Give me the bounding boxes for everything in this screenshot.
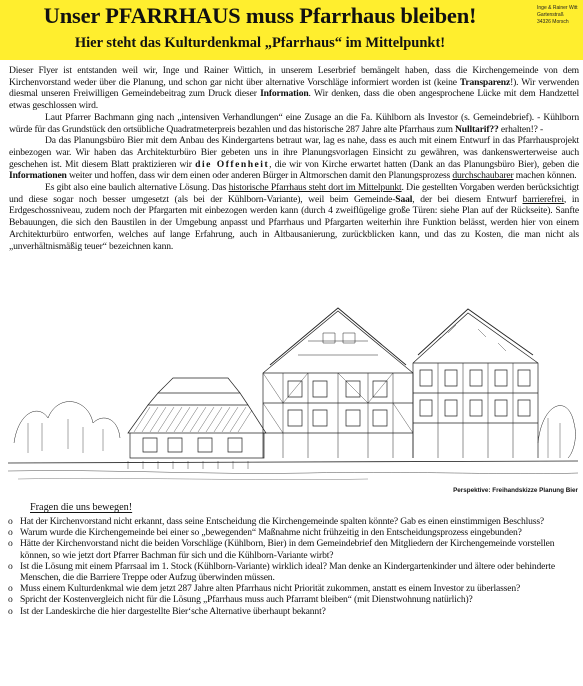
bullet-icon: o [8, 594, 13, 606]
address-line: Inge & Rainer Witt [537, 5, 578, 11]
paragraph-planning-office: Da das Planungsbüro Bier mit dem Anbau des Kindergartens betraut war, lag es nahe, dass es auch mit einem Entwurf in das Pfarrhausprojekt einbezogen war. Wir haben das Architekturbüro Bier gebeten uns in ihre Planungsvorlagen Einsicht zu gewähren, was dankenswerterweise auch geschehen ist. Mit diesem Blatt praktizieren wir die Offenheit, die wir von Kirche erwartet hatten (Dank an das Planungsbüro Bier), geben die Informationen weiter und hoffen, dass wir dem einen oder anderen Bürger in Altmorschen damit den Planungsprozess durchschaubarer machen können. [9, 135, 580, 182]
page-subtitle: Hier steht das Kulturdenkmal „Pfarrhaus“ im Mittelpunkt! [74, 35, 446, 51]
questions-list [6, 516, 578, 617]
address-line: 34326 Morsch [537, 19, 569, 25]
image-caption: Perspektive: Freihandskizze Planung Bier [453, 487, 578, 494]
building-sketch-image [8, 293, 578, 499]
sender-address [537, 5, 583, 26]
list-item: o Warum wurde die Kirchengemeinde bei einer so „bewegenden“ Maßnahme nicht frühzeitig in den Entscheidungsprozess eingebunden? [8, 527, 522, 539]
bullet-icon: o [8, 560, 13, 572]
paragraph-intro: Dieser Flyer ist entstanden weil wir, Inge und Rainer Wittich, in unserem Leserbrief bemängelt haben, dass die Kirchengemeinde von dem Kirchenvorstand weder über die Planung, und schon gar nicht über alternative Vorschläge informiert worden ist (keine Transparenz!). Wir verwenden diesmal unseren Freiwilligen Gemeindebeitrag zum Druck dieser Information. Wir denken, dass die oben angesprochene Lücke mit dem Handzettel etwas geschlossen wird. [9, 65, 579, 112]
list-item: o Hätte der Kirchenvorstand nicht die beiden Vorschläge (Kühlborn, Bier) in dem Gemeindebrief den Mitgliedern der Kirchengemeinde vorstellen können, so wie jetzt dort Pfarrer Bachman für sich und die Kühlborn-Variante wirbt? [8, 538, 555, 561]
bullet-icon: o [8, 605, 13, 617]
bullet-icon: o [8, 538, 13, 550]
page-title: Unser PFARRHAUS muss Pfarrhaus bleiben! [43, 3, 477, 28]
list-item: o Muss einem Kulturdenkmal wie dem jetzt 287 Jahre alten Pfarrhaus nicht Priorität zukommen, anstatt es einem Investor zu überlassen? [8, 583, 521, 595]
bullet-icon: o [8, 583, 13, 595]
questions-heading: Fragen die uns bewegen! [30, 502, 133, 513]
address-line: Gartenstraß [537, 12, 564, 18]
article-body [9, 65, 579, 252]
bullet-icon: o [8, 527, 13, 539]
list-item: o Spricht der Kostenvergleich nicht für die Lösung „Pfarrhaus muss auch Pfarramt bleiben“ (mit Dienstwohnung natürlich)? [8, 594, 473, 606]
header-banner [0, 0, 583, 60]
paragraph-investor: Laut Pfarrer Bachmann ging nach „intensiven Verhandlungen“ eine Zusage an die Fa. Kühlborn als Investor (s. Gemeindebrief). - Kühlborn würde für das Grundstück den ortsübliche Quadratmeterpreis bezahlen und das historische 287 Jahre alte Pfarrhaus zum Nulltarif?? erhalten!? - [9, 111, 579, 135]
list-item: o Ist die Lösung mit einem Pfarrsaal im 1. Stock (Kühlborn-Variante) wirklich ideal? Man denke an Kindergartenkinder und ältere oder behinderte Menschen, die die Barriere Treppe oder Aufzug überwinden müssen. [8, 560, 555, 584]
list-item: o Ist der Landeskirche die hier dargestellte Bier‘sche Alternative überhaupt bekannt? [8, 605, 326, 617]
bullet-icon: o [8, 516, 13, 527]
paragraph-alternative: Es gibt also eine baulich alternative Lösung. Das historische Pfarrhaus steht dort im Mittelpunkt. Die gestellten Vorgaben werden berücksichtigt und diese sogar noch besser umgesetzt (als bei der Kühlborn-Variante), weil beim Gemeinde-Saal, der bei diesem Entwurf barrierefrei, in Erdgeschossniveau, zudem noch der Pfargarten mit einbezogen werden kann (durch 4 zweiflügelige große Türen: siehe Plan auf der Rückseite). Sanfte Bebauungen, die sich den Baustilen in der Umgebung anpasst und Pfarrhaus und Pfargarten weiterhin ihre Funktion belässt, werden hier von einem Architekturbüro entworfen, welches auf lange Erfahrung, auch in Altbausanierung, zurückblicken kann, und das zu Kosten, die man nicht als „unverhältnismäßig teuer“ bezeichnen kann. [9, 182, 579, 252]
list-item: o Hat der Kirchenvorstand nicht erkannt, dass seine Entscheidung die Kirchengemeinde spalten könnte? Gab es einen einstimmigen Beschluss? [8, 516, 545, 527]
